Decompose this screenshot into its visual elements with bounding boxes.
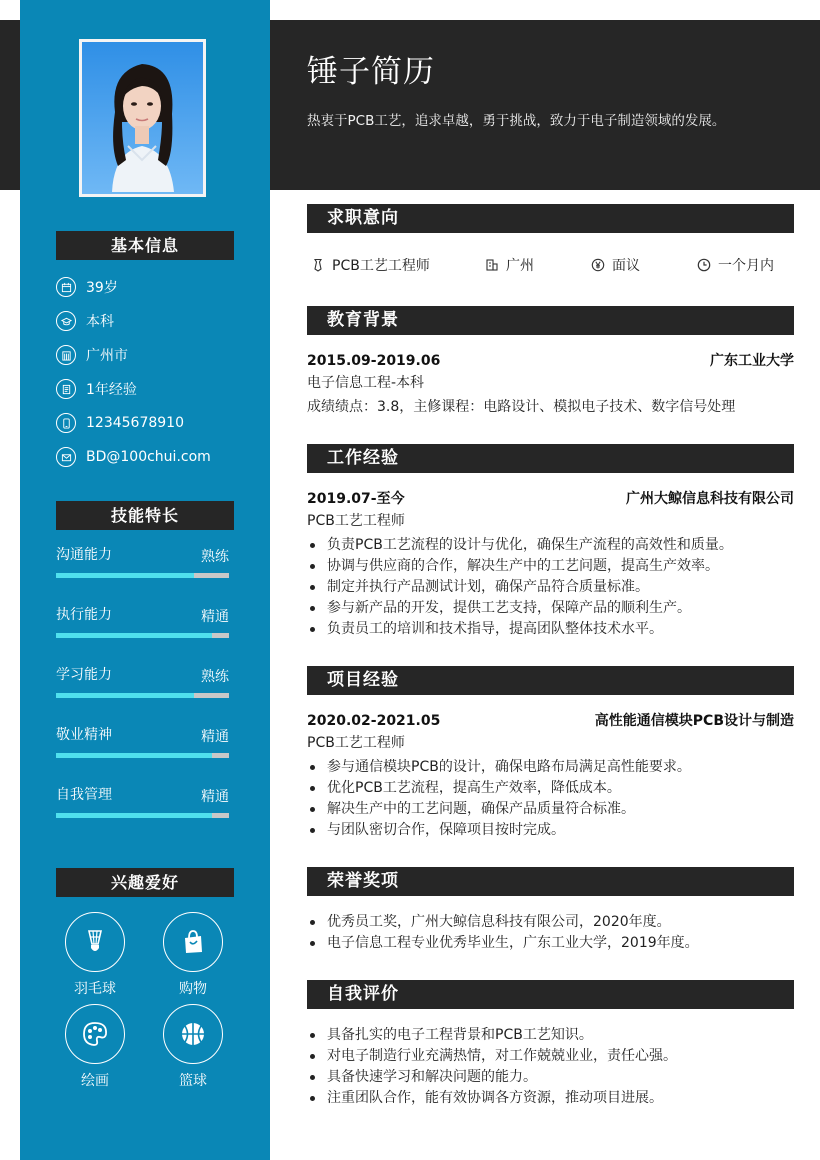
info-experience-text: 1年经验 — [86, 382, 137, 398]
skills-list — [56, 540, 229, 840]
info-phone-text: 12345678910 — [86, 415, 184, 431]
hobby-painting — [65, 1004, 125, 1090]
calendar-icon — [56, 277, 76, 297]
info-phone — [56, 406, 256, 440]
intent-city — [485, 255, 534, 275]
skill-level: 精通 — [201, 789, 229, 805]
badminton-icon — [65, 912, 125, 972]
list-item: 参与新产品的开发，提供工艺支持，保障产品的顺利生产。 — [307, 598, 794, 619]
skill-bar — [56, 633, 229, 638]
list-item: 优化PCB工艺流程，提高生产效率，降低成本。 — [307, 778, 794, 799]
awards-list — [307, 912, 794, 954]
basketball-icon — [163, 1004, 223, 1064]
portrait-image — [82, 42, 203, 194]
skill-name: 沟通能力 — [56, 547, 112, 563]
education-major: 电子信息工程-本科 — [307, 375, 425, 391]
hobby-basketball — [163, 1004, 223, 1090]
work-role: PCB工艺工程师 — [307, 513, 405, 529]
skill-bar — [56, 573, 229, 578]
skill-bar — [56, 753, 229, 758]
section-title: 教育背景 — [327, 310, 399, 330]
info-city-text: 广州市 — [86, 348, 128, 364]
work-company: 广州大鲸信息科技有限公司 — [626, 491, 794, 507]
self-eval-list — [307, 1025, 794, 1109]
info-education — [56, 304, 256, 338]
hobbies-heading: 兴趣爱好 — [56, 868, 234, 897]
list-item: 优秀员工奖，广州大鲸信息科技有限公司，2020年度。 — [307, 912, 794, 933]
section-work-header — [307, 444, 794, 473]
info-age — [56, 270, 256, 304]
list-item: 具备扎实的电子工程背景和PCB工艺知识。 — [307, 1025, 794, 1046]
header — [307, 52, 807, 130]
building-icon — [485, 258, 499, 272]
intent-availability — [697, 255, 774, 275]
building-icon — [56, 345, 76, 365]
intent-salary — [591, 255, 640, 275]
section-education-header — [307, 306, 794, 335]
skill-level: 精通 — [201, 609, 229, 625]
hobby-shopping — [163, 912, 223, 998]
mail-icon — [56, 447, 76, 467]
list-item: 制定并执行产品测试计划，确保产品符合质量标准。 — [307, 577, 794, 598]
skill-level: 熟练 — [201, 669, 229, 685]
phone-icon — [56, 413, 76, 433]
intent-availability-text: 一个月内 — [718, 258, 774, 274]
project-role: PCB工艺工程师 — [307, 735, 405, 751]
skill-bar-fill — [56, 753, 212, 758]
intent-position-text: PCB工艺工程师 — [332, 258, 430, 274]
section-title: 项目经验 — [327, 670, 399, 690]
work-duties — [307, 535, 794, 640]
graduation-cap-icon — [56, 311, 76, 331]
project-duties — [307, 757, 794, 841]
info-email-text: BD@100chui.com — [86, 449, 211, 465]
intent-row — [307, 255, 794, 275]
yen-icon — [591, 258, 605, 272]
skill-name: 学习能力 — [56, 667, 112, 683]
skill-bar-fill — [56, 693, 194, 698]
section-project-header — [307, 666, 794, 695]
section-title: 求职意向 — [327, 208, 399, 228]
skill-name: 执行能力 — [56, 607, 112, 623]
skill-item — [56, 540, 229, 600]
list-item: 负责PCB工艺流程的设计与优化，确保生产流程的高效性和质量。 — [307, 535, 794, 556]
resume-motto: 热衷于PCB工艺，追求卓越，勇于挑战，致力于电子制造领域的发展。 — [307, 113, 726, 129]
skill-bar-fill — [56, 813, 212, 818]
intent-salary-text: 面议 — [612, 258, 640, 274]
skill-level: 熟练 — [201, 549, 229, 565]
skills-heading: 技能特长 — [56, 501, 234, 530]
skill-bar-fill — [56, 633, 212, 638]
skill-level: 精通 — [201, 729, 229, 745]
info-education-text: 本科 — [86, 314, 114, 330]
skill-item — [56, 720, 229, 780]
section-awards-header — [307, 867, 794, 896]
skill-item — [56, 780, 229, 840]
skill-item — [56, 660, 229, 720]
document-icon — [56, 379, 76, 399]
section-title: 自我评价 — [327, 984, 399, 1004]
sidebar — [20, 0, 270, 1160]
education-date: 2015.09-2019.06 — [307, 353, 441, 369]
shopping-bag-icon — [163, 912, 223, 972]
list-item: 电子信息工程专业优秀毕业生，广东工业大学，2019年度。 — [307, 933, 794, 954]
info-age-text: 39岁 — [86, 280, 118, 296]
hobby-label: 篮球 — [179, 1073, 207, 1089]
project-date: 2020.02-2021.05 — [307, 713, 441, 729]
hobby-badminton — [65, 912, 125, 998]
section-intent-header — [307, 204, 794, 233]
list-item: 负责员工的培训和技术指导，提高团队整体技术水平。 — [307, 619, 794, 640]
list-item: 解决生产中的工艺问题，确保产品质量符合标准。 — [307, 799, 794, 820]
list-item: 注重团队合作，能有效协调各方资源，推动项目进展。 — [307, 1088, 794, 1109]
info-city — [56, 338, 256, 372]
basic-info-list — [56, 270, 256, 474]
work-date: 2019.07-至今 — [307, 491, 405, 507]
list-item: 与团队密切合作，保障项目按时完成。 — [307, 820, 794, 841]
education-school: 广东工业大学 — [710, 353, 794, 369]
list-item: 对电子制造行业充满热情，对工作兢兢业业，责任心强。 — [307, 1046, 794, 1067]
info-email — [56, 440, 256, 474]
hobby-label: 购物 — [179, 981, 207, 997]
skill-name: 自我管理 — [56, 787, 112, 803]
tie-icon — [311, 258, 325, 272]
section-title: 工作经验 — [327, 448, 399, 468]
list-item: 参与通信模块PCB的设计，确保电路布局满足高性能要求。 — [307, 757, 794, 778]
skill-name: 敬业精神 — [56, 727, 112, 743]
basic-info-heading: 基本信息 — [56, 231, 234, 260]
list-item: 具备快速学习和解决问题的能力。 — [307, 1067, 794, 1088]
resume-name: 锤子简历 — [307, 54, 435, 90]
hobby-label: 绘画 — [81, 1073, 109, 1089]
list-item: 协调与供应商的合作，解决生产中的工艺问题，提高生产效率。 — [307, 556, 794, 577]
intent-position — [311, 255, 430, 275]
skill-bar — [56, 693, 229, 698]
project-name: 高性能通信模块PCB设计与制造 — [594, 713, 794, 729]
palette-icon — [65, 1004, 125, 1064]
education-detail: 成绩绩点：3.8，主修课程：电路设计、模拟电子技术、数字信号处理 — [307, 399, 736, 415]
hobby-label: 羽毛球 — [74, 981, 116, 997]
clock-icon — [697, 258, 711, 272]
skill-item — [56, 600, 229, 660]
skill-bar-fill — [56, 573, 194, 578]
section-self-eval-header — [307, 980, 794, 1009]
profile-photo — [79, 39, 206, 197]
intent-city-text: 广州 — [506, 258, 534, 274]
section-title: 荣誉奖项 — [327, 871, 399, 891]
skill-bar — [56, 813, 229, 818]
info-experience — [56, 372, 256, 406]
